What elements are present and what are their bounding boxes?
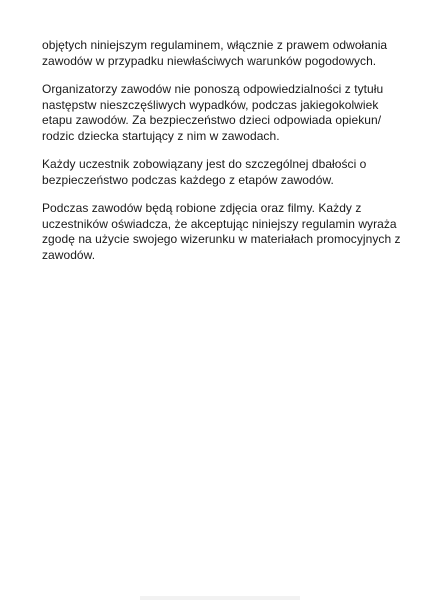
text-line: zawodów.	[42, 247, 96, 262]
text-line: rodzic dziecka startujący z nim w zawodach.	[42, 128, 280, 143]
text-line: Organizatorzy zawodów nie ponoszą odpowiedzialności z tytułu	[42, 82, 384, 96]
text-line: objętych niniejszym regulaminem, włącznie z prawem odwołania	[42, 38, 388, 52]
text-line: Każdy uczestnik zobowiązany jest do szczególnej dbałości o	[42, 157, 367, 171]
page-footer-divider	[140, 596, 300, 600]
text-line: następstw nieszczęśliwych wypadków, podczas jakiegokolwiek	[42, 97, 379, 112]
text-line: zawodów w przypadku niewłaściwych warunków pogodowych.	[42, 53, 377, 68]
paragraph-liability	[42, 82, 402, 144]
text-line: zgodę na użycie swojego wizerunku w materiałach promocyjnych z	[42, 232, 401, 246]
text-line: bezpieczeństwo podczas każdego z etapów zawodów.	[42, 172, 334, 187]
text-line: Podczas zawodów będą robione zdjęcia oraz filmy. Każdy z	[42, 201, 362, 215]
paragraph-weather-cancellation	[42, 38, 402, 69]
document-page	[42, 38, 402, 276]
text-line: etapu zawodów. Za bezpieczeństwo dzieci odpowiada opiekun/	[42, 113, 382, 127]
paragraph-safety	[42, 157, 402, 188]
paragraph-photo-consent	[42, 201, 402, 263]
text-line: uczestników oświadcza, że akceptując niniejszy regulamin wyraża	[42, 216, 397, 231]
